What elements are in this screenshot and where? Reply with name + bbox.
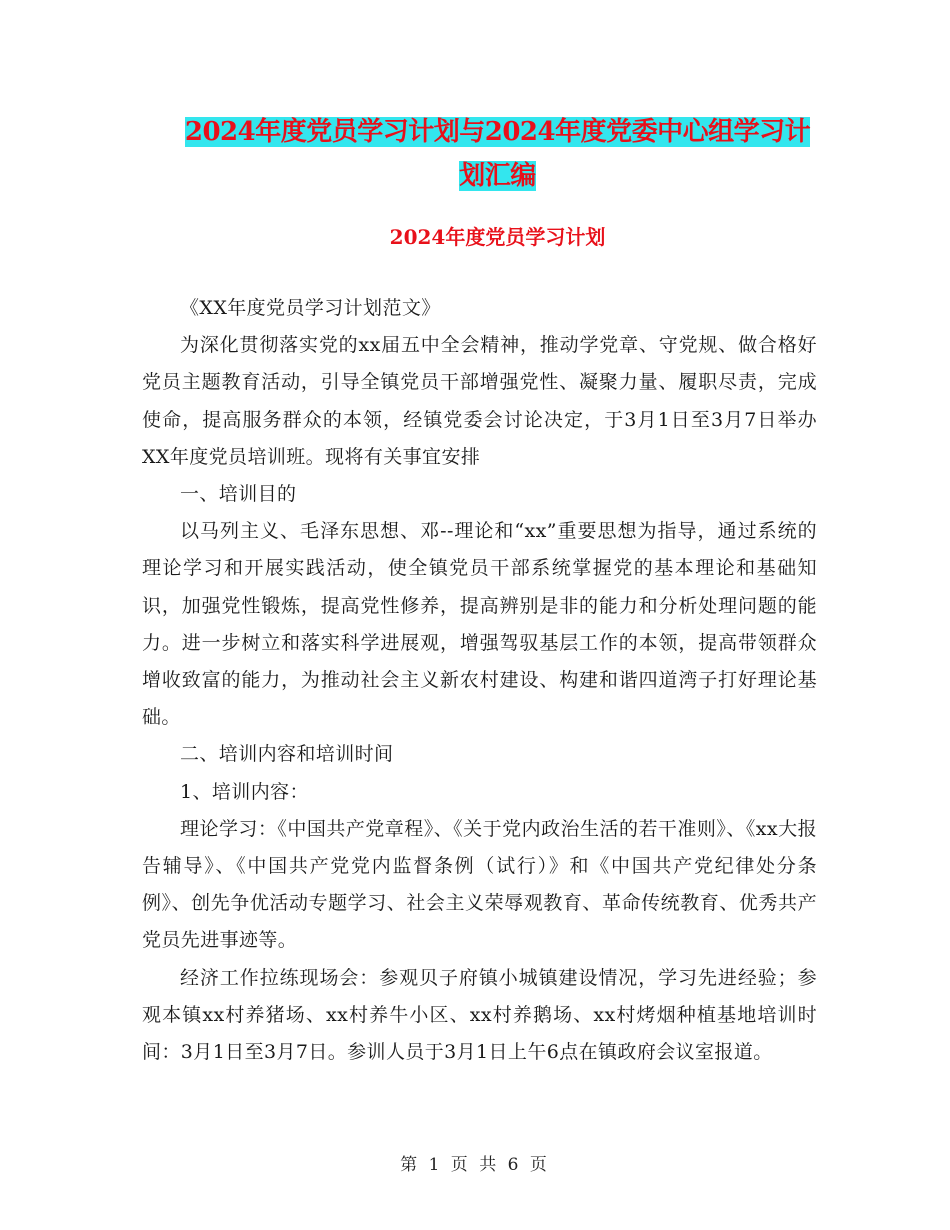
subheading-training-content: 1、培训内容： [180,780,309,803]
section-title: 2024年度党员学习计划 [389,225,606,249]
heading-training-content-time: 二、培训内容和培训时间 [180,743,394,766]
document-title [140,110,855,198]
heading-training-purpose: 一、培训目的 [180,483,297,506]
paragraph-field-meeting: 经济工作拉练现场会：参观贝子府镇小城镇建设情况，学习先进经验；参观本镇xx村养猪场、xx村养牛小区、xx村养鹅场、xx村烤烟种植基地培训时间：3月1日至3月7日。参训人员于3月1日上午6点在镇政府会议室报道。 [142,966,817,1064]
paragraph-theory-study: 理论学习：《中国共产党章程》、《关于党内政治生活的若干准则》、《xx大报告辅导》、《中国共产党党内监督条例（试行）》和《中国共产党纪律处分条例》、创先争优活动专题学习、社会主义荣辱观教育、革命传统教育、优秀共产党员先进事迹等。 [142,817,817,952]
document-title-line-1: 2024年度党员学习计划与2024年度党委中心组学习计 [184,117,811,147]
paragraph-source-title: 《XX年度党员学习计划范文》 [180,297,441,319]
page-footer: 第 1 页 共 6 页 [400,1155,550,1175]
paragraph-training-purpose: 以马列主义、毛泽东思想、邓--理论和“xx”重要思想为指导，通过系统的理论学习和开展实践活动，使全镇党员干部系统掌握党的基本理论和基础知识，加强党性锻炼，提高党性修养，提高辨别是非的能力和分析处理问题的能力。进一步树立和落实科学进展观，增强驾驭基层工作的本领，提高带领群众增收致富的能力，为推动社会主义新农村建设、构建和谐四道湾子打好理论基础。 [142,520,817,729]
document-title-line-2: 划汇编 [459,161,536,191]
paragraph-intro: 为深化贯彻落实党的xx届五中全会精神，推动学党章、守党规、做合格好党员主题教育活动，引导全镇党员干部增强党性、凝聚力量、履职尽责，完成使命，提高服务群众的本领，经镇党委会讨论决定，于3月1日至3月7日举办XX年度党员培训班。现将有关事宜安排 [142,334,817,468]
document-body [142,290,817,1071]
